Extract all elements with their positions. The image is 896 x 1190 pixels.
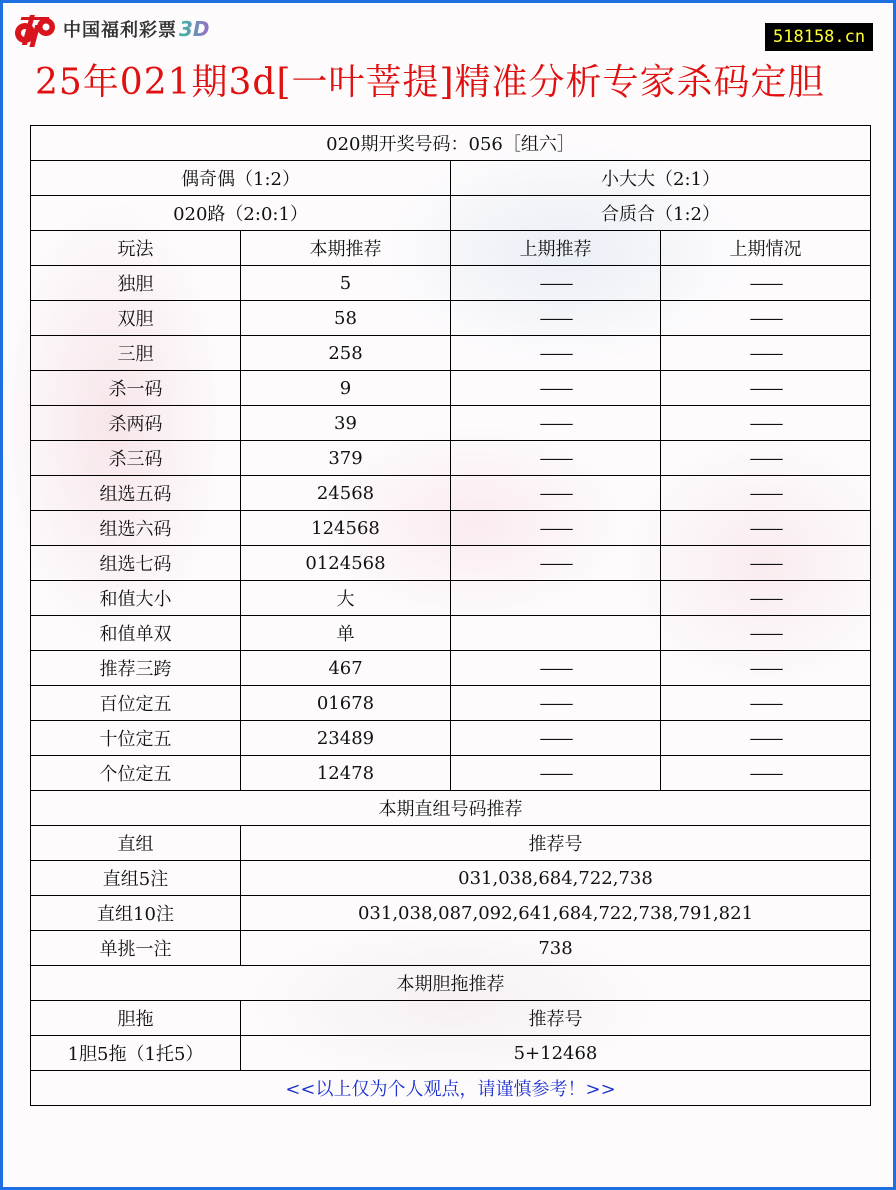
current-recommendation: 24568 <box>241 476 451 511</box>
direct-column-type: 直组 <box>31 826 241 861</box>
previous-recommendation: —— <box>451 546 661 581</box>
direct-numbers: 738 <box>241 931 871 966</box>
previous-result: —— <box>661 581 871 616</box>
logo-text: 中国福利彩票 <box>63 20 177 41</box>
table-row <box>31 441 871 476</box>
table-row <box>31 336 871 371</box>
direct-title-row <box>31 791 871 826</box>
current-recommendation: 23489 <box>241 721 451 756</box>
direct-numbers: 031,038,684,722,738 <box>241 861 871 896</box>
table-row <box>31 686 871 721</box>
play-name: 杀三码 <box>31 441 241 476</box>
previous-result: —— <box>661 406 871 441</box>
direct-row <box>31 896 871 931</box>
current-recommendation: 258 <box>241 336 451 371</box>
welfare-lottery-logo-icon <box>13 11 57 47</box>
play-name: 十位定五 <box>31 721 241 756</box>
previous-result: —— <box>661 721 871 756</box>
previous-recommendation: —— <box>451 686 661 721</box>
table-row <box>31 546 871 581</box>
play-name: 杀两码 <box>31 406 241 441</box>
previous-recommendation: —— <box>451 336 661 371</box>
logo-3d-suffix: 3D <box>179 17 210 41</box>
table-row <box>31 581 871 616</box>
previous-recommendation <box>451 616 661 651</box>
direct-header-row <box>31 826 871 861</box>
dantuo-row <box>31 1036 871 1071</box>
previous-recommendation: —— <box>451 756 661 791</box>
table-row <box>31 301 871 336</box>
play-name: 独胆 <box>31 266 241 301</box>
play-name: 和值大小 <box>31 581 241 616</box>
previous-result: —— <box>661 546 871 581</box>
dantuo-title-row <box>31 966 871 1001</box>
direct-row <box>31 861 871 896</box>
table-row <box>31 756 871 791</box>
table-row <box>31 721 871 756</box>
current-recommendation: 单 <box>241 616 451 651</box>
direct-type: 直组10注 <box>31 896 241 931</box>
footer-note-row <box>31 1071 871 1106</box>
route-pattern: 020路（2:0:1） <box>31 196 451 231</box>
play-name: 组选七码 <box>31 546 241 581</box>
direct-type: 单挑一注 <box>31 931 241 966</box>
big-small-pattern: 小大大（2:1） <box>451 161 871 196</box>
table-header-row <box>31 231 871 266</box>
current-recommendation: 467 <box>241 651 451 686</box>
summary-row-1 <box>31 161 871 196</box>
table-row <box>31 266 871 301</box>
current-recommendation: 0124568 <box>241 546 451 581</box>
draw-result: 020期开奖号码：056［组六］ <box>31 126 871 161</box>
previous-result: —— <box>661 686 871 721</box>
column-header-current: 本期推荐 <box>241 231 451 266</box>
odd-even-pattern: 偶奇偶（1:2） <box>31 161 451 196</box>
play-name: 百位定五 <box>31 686 241 721</box>
table-row <box>31 476 871 511</box>
dantuo-column-numbers: 推荐号 <box>241 1001 871 1036</box>
summary-row-2 <box>31 196 871 231</box>
play-name: 和值单双 <box>31 616 241 651</box>
dantuo-column-type: 胆拖 <box>31 1001 241 1036</box>
previous-result: —— <box>661 476 871 511</box>
previous-result: —— <box>661 301 871 336</box>
previous-recommendation: —— <box>451 511 661 546</box>
previous-result: —— <box>661 756 871 791</box>
column-header-play: 玩法 <box>31 231 241 266</box>
previous-recommendation: —— <box>451 406 661 441</box>
current-recommendation: 5 <box>241 266 451 301</box>
current-recommendation: 12478 <box>241 756 451 791</box>
play-name: 个位定五 <box>31 756 241 791</box>
play-name: 推荐三跨 <box>31 651 241 686</box>
table-row <box>31 651 871 686</box>
site-badge[interactable]: 518158.cn <box>765 23 873 51</box>
table-row <box>31 371 871 406</box>
previous-result: —— <box>661 336 871 371</box>
previous-recommendation: —— <box>451 301 661 336</box>
previous-result: —— <box>661 441 871 476</box>
previous-recommendation: —— <box>451 441 661 476</box>
play-name: 组选五码 <box>31 476 241 511</box>
previous-recommendation: —— <box>451 266 661 301</box>
previous-recommendation: —— <box>451 721 661 756</box>
dantuo-section-title: 本期胆拖推荐 <box>31 966 871 1001</box>
previous-result: —— <box>661 266 871 301</box>
current-recommendation: 379 <box>241 441 451 476</box>
direct-section-title: 本期直组号码推荐 <box>31 791 871 826</box>
play-name: 三胆 <box>31 336 241 371</box>
direct-numbers: 031,038,087,092,641,684,722,738,791,821 <box>241 896 871 931</box>
draw-result-row <box>31 126 871 161</box>
current-recommendation: 39 <box>241 406 451 441</box>
direct-type: 直组5注 <box>31 861 241 896</box>
dantuo-header-row <box>31 1001 871 1036</box>
column-header-previous: 上期推荐 <box>451 231 661 266</box>
previous-recommendation: —— <box>451 476 661 511</box>
previous-result: —— <box>661 651 871 686</box>
previous-result: —— <box>661 371 871 406</box>
table-row <box>31 616 871 651</box>
table-row <box>31 511 871 546</box>
disclaimer-note: <<以上仅为个人观点，请谨慎参考！>> <box>31 1071 871 1106</box>
direct-column-numbers: 推荐号 <box>241 826 871 861</box>
current-recommendation: 大 <box>241 581 451 616</box>
previous-recommendation: —— <box>451 651 661 686</box>
dantuo-numbers: 5+12468 <box>241 1036 871 1071</box>
column-header-result: 上期情况 <box>661 231 871 266</box>
previous-result: —— <box>661 511 871 546</box>
lottery-logo <box>13 11 210 47</box>
previous-recommendation <box>451 581 661 616</box>
current-recommendation: 58 <box>241 301 451 336</box>
table-row <box>31 406 871 441</box>
direct-row <box>31 931 871 966</box>
dantuo-type: 1胆5拖（1托5） <box>31 1036 241 1071</box>
previous-result: —— <box>661 616 871 651</box>
play-name: 双胆 <box>31 301 241 336</box>
prime-composite-pattern: 合质合（1:2） <box>451 196 871 231</box>
current-recommendation: 01678 <box>241 686 451 721</box>
play-name: 杀一码 <box>31 371 241 406</box>
play-name: 组选六码 <box>31 511 241 546</box>
previous-recommendation: —— <box>451 371 661 406</box>
current-recommendation: 9 <box>241 371 451 406</box>
analysis-table <box>30 125 871 1106</box>
page-title: 25年021期3d[一叶菩提]精准分析专家杀码定胆 <box>35 62 825 103</box>
current-recommendation: 124568 <box>241 511 451 546</box>
